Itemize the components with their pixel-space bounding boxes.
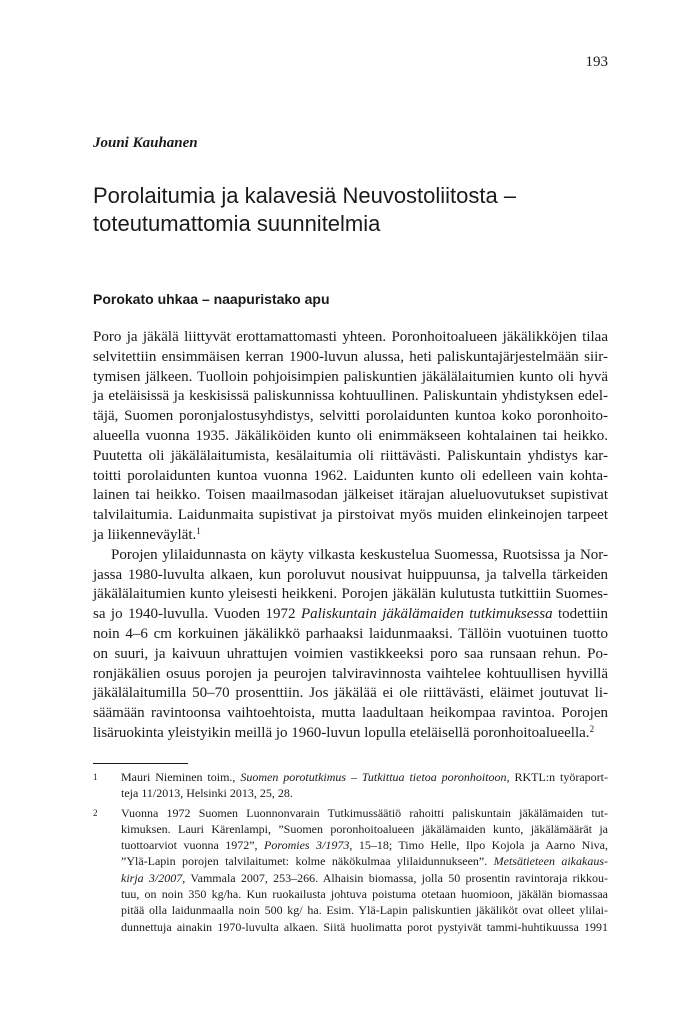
text-line: Poro ja jäkälä liittyvät erottamattomasti yhteen. Poronhoitoalueen jäkälikköjen tilaa — [93, 329, 608, 345]
text-line: säämään ravintoonsa vaihtoehtoista, mutta laadultaan heikompaa ravintoa. Porojen — [93, 705, 608, 722]
footnote-line: dunnettuja ainakin 1970-luvulta alkaen. Siitä huolimatta porot pystyivät tammi-huhtikuussa 1991 — [121, 919, 608, 934]
text-line: toitti porolaidunten kuntoa vuonna 1962. Laidunten kunto oli edelleen vain kohta- — [93, 467, 608, 484]
italic-title: Suomen porotutkimus – Tutkittua tietoa poronhoitoon — [240, 770, 507, 784]
footnote-line: kirja 3/2007, Vammala 2007, 253–266. Alhaisin biomassa, jolla 50 prosentin ravintoraja rikkou- — [121, 870, 608, 885]
italic-title: Metsätieteen aikakaus- — [493, 854, 608, 869]
footnote — [93, 805, 608, 935]
text-line: selvitettiin ensimmäisen kerran 1900-luvun alussa, heti paliskuntajärjestelmään siir- — [93, 348, 608, 365]
text-line: jäkälälaitumilla 50–70 prosenttiin. Jos jäkälää ei ole riittävästi, eläimet joutuvat li- — [93, 685, 608, 702]
italic-title: Paliskuntain jäkälämaiden tutkimuksessa — [300, 606, 553, 623]
paragraph-2 — [93, 546, 608, 744]
footnote-number: 1 — [93, 772, 98, 782]
text-line: alueella vuonna 1935. Jäkäliköiden kunto oli enimmäkseen kohtalainen tai heikko. — [93, 427, 608, 444]
text-line: Puutetta oli jäkälälaitumista, kesälaitumia oli riittävästi. Paliskuntain yhdistys kar- — [93, 447, 608, 464]
footnote-number: 2 — [93, 807, 98, 818]
text-line: talvilaitumia. Laidunmaita supistivat ja pirstoivat myös muiden elinkeinojen tarpeet — [93, 507, 608, 524]
footnote — [93, 769, 608, 802]
chapter-title-line: Porolaitumia ja kalavesiä Neuvostoliitosta – — [93, 183, 517, 208]
footnote-line: Vuonna 1972 Suomen Luonnonvarain Tutkimussäätiö rahoitti paliskuntain jäkälämaiden tut- — [121, 805, 608, 820]
text-line: ronjäkälien osuus porojen ja peurojen talviravinnosta vaihtelee kohtuullisen hyvillä — [93, 665, 608, 682]
section-heading: Porokato uhkaa – naapuristako apu — [93, 291, 330, 307]
author-name: Jouni Kauhanen — [93, 135, 198, 151]
body-text — [93, 328, 608, 744]
footnote-line: ”Ylä-Lapin porojen talvilaitumet: kolme näkökulmaa ylilaidunnukseen”. Metsätieteen aikakaus- — [121, 854, 608, 869]
footnote-divider — [93, 763, 188, 764]
page-number: 193 — [585, 54, 608, 70]
footnote-line: tuu, on noin 350 kg/ha. Kun ruokailusta johtuva poistuma otetaan huomioon, jäkälän biomassaa — [121, 887, 608, 902]
italic-title: kirja 3/2007 — [121, 870, 183, 885]
footnotes — [93, 769, 608, 938]
text-line: lisäruokinta yleistyikin meillä jo 1960-luvun lopulla eteläisellä poronhoitoalueella.$^2$ — [93, 723, 595, 741]
text-line: jassa 1980-luvulta alkaen, kun poroluvut nousivat huippuunsa, ja talvella tärkeiden — [93, 566, 608, 583]
text-line: tymisen jälkeen. Tuolloin pohjoisimpien paliskuntien jäkälälaitumien kunto oli hyvä — [93, 368, 608, 385]
footnote-line: kimuksen. Lauri Kärenlampi, ”Suomen poronhoitoalueen jäkälämaiden kunto, jäkälämäärät ja — [121, 821, 608, 836]
text-line: sa jo 1940-luvulla. Vuoden 1972 Paliskuntain jäkälämaiden tutkimuksessa todettiin — [93, 606, 608, 623]
footnote-ref: 2 — [589, 723, 595, 734]
text-line: ja eteläisissä ja keskisissä paliskunnissa kohtuullinen. Paliskuntain yhdistyksen edel- — [93, 388, 608, 405]
italic-title: Poromies 3/1973 — [264, 838, 350, 853]
paragraph-1 — [93, 328, 608, 546]
text-line: ja liikenneväylät.$^1$ — [93, 525, 201, 543]
text-line: täjä, Suomen poronjalostusyhdistys, selvitti porolaidunten kuntoa koko poronhoito- — [93, 408, 608, 425]
chapter-title — [93, 182, 613, 238]
text-line: on suuri, ja kaivuun uhrattujen voimien vastikkeeksi poro saa runsaan rehun. Po- — [93, 645, 608, 662]
footnote-line: pitää olla laidunmaalla noin 500 kg/ ha. Esim. Ylä-Lapin paliskuntien jäkäliköt ovat olleet ylilai- — [121, 903, 608, 918]
chapter-title-line: toteutumattomia suunnitelmia — [93, 211, 381, 236]
footnote-line: tuottoarviot vuonna 1972”, Poromies 3/1973, 15–18; Timo Helle, Ilpo Kojola ja Aarno Niva, — [121, 838, 608, 853]
text-line: lainen tai heikko. Toisen maailmasodan jälkeiset itärajan alueluovutukset supistivat — [93, 487, 608, 504]
text-line: noin 4–6 cm korkuinen jäkälikkö parhaaksi laidunmaaksi. Tällöin vuotuinen tuotto — [93, 625, 608, 642]
text-line: Porojen ylilaidunnasta on käyty vilkasta keskustelua Suomessa, Ruotsissa ja Nor- — [111, 546, 608, 563]
footnote-ref: 1 — [196, 525, 201, 536]
footnote-line: Mauri Nieminen toim., Suomen porotutkimus – Tutkittua tietoa poronhoitoon, RKTL:n työraport- — [121, 770, 608, 784]
footnote-line: teja 11/2013, Helsinki 2013, 25, 28. — [121, 786, 293, 801]
text-line: jäkälälaitumien kunto yleisesti heikkeni. Porojen jäkälän kulutusta tutkittiin Suomes- — [93, 586, 608, 603]
